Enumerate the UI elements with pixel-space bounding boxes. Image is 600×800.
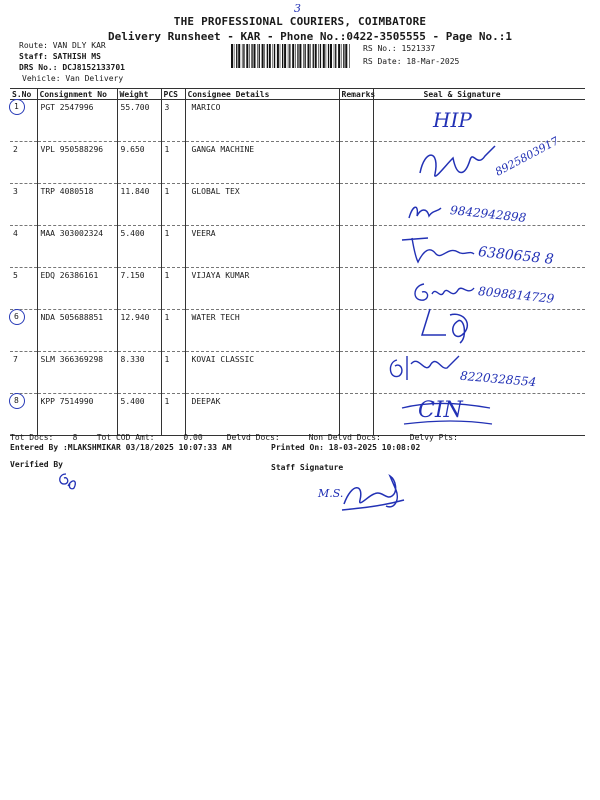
consignment-value: SLM 366369298 xyxy=(40,355,104,364)
remarks-cell xyxy=(339,100,373,142)
consignment-value: MAA 303002324 xyxy=(40,229,104,238)
consignee-cell xyxy=(185,142,339,184)
col-pcs: PCS xyxy=(161,89,185,100)
weight-cell xyxy=(117,142,161,184)
consignment-cell xyxy=(37,310,117,352)
weight-cell xyxy=(117,352,161,394)
weight-value: 55.700 xyxy=(120,103,150,112)
consignee-value: GANGA MACHINE xyxy=(191,145,255,154)
sno-value: 4 xyxy=(13,229,18,238)
entered-by: Entered By :MLAKSHMIKAR 03/18/2025 10:07:33 AM xyxy=(10,443,232,452)
circle-mark xyxy=(9,99,25,115)
sno-value: 1 xyxy=(14,102,19,111)
consignment-value: TRP 4080518 xyxy=(40,187,94,196)
remarks-cell xyxy=(339,394,373,436)
consignee-cell xyxy=(185,310,339,352)
weight-value: 5.400 xyxy=(120,229,145,238)
rs-number: RS No.: 1521337 xyxy=(363,44,436,53)
consignment-value: PGT 2547996 xyxy=(40,103,94,112)
drs-label: DRS No.: DCJ8152133701 xyxy=(19,63,125,72)
weight-value: 5.400 xyxy=(120,397,145,406)
remarks-cell xyxy=(339,142,373,184)
sno-value: 3 xyxy=(13,187,18,196)
sno-cell xyxy=(10,226,37,268)
table-row xyxy=(10,100,585,142)
col-sno: S.No xyxy=(10,89,37,100)
consignee-value: GLOBAL TEX xyxy=(191,187,240,196)
consignment-value: NDA 505688851 xyxy=(40,313,104,322)
consignment-cell xyxy=(37,268,117,310)
sno-value: 8 xyxy=(14,396,19,405)
consignment-value: KPP 7514990 xyxy=(40,397,94,406)
pcs-cell xyxy=(161,184,185,226)
pcs-cell xyxy=(161,142,185,184)
route-label: Route: VAN DLY KAR xyxy=(19,41,106,50)
verified-by-signature xyxy=(54,470,80,492)
col-remarks: Remarks xyxy=(339,89,373,100)
phone-row2: 8925803917 xyxy=(493,134,561,179)
vehicle-label: Vehicle: Van Delivery xyxy=(22,74,124,83)
consignment-cell xyxy=(37,142,117,184)
pcs-value: 1 xyxy=(164,229,170,238)
weight-value: 8.330 xyxy=(120,355,145,364)
pcs-value: 1 xyxy=(164,145,170,154)
table-row xyxy=(10,394,585,436)
barcode-image xyxy=(231,44,351,68)
signature-row7-scribble xyxy=(385,350,465,384)
consignment-value: EDQ 26386161 xyxy=(40,271,99,280)
phone-row7: 8220328554 xyxy=(459,368,537,390)
printed-on: Printed On: 18-03-2025 10:08:02 xyxy=(271,443,421,452)
table-row xyxy=(10,310,585,352)
consignee-cell xyxy=(185,394,339,436)
consignment-cell xyxy=(37,394,117,436)
pcs-value: 1 xyxy=(164,313,170,322)
page-mark: 3 xyxy=(294,2,301,15)
col-consignment: Consignment No xyxy=(37,89,117,100)
pcs-cell xyxy=(161,394,185,436)
consignee-cell xyxy=(185,226,339,268)
company-title: THE PROFESSIONAL COURIERS, COIMBATORE xyxy=(173,15,427,28)
runsheet-subtitle: Delivery Runsheet - KAR - Phone No.:0422-3505555 - Page No.:1 xyxy=(108,30,512,43)
remarks-cell xyxy=(339,226,373,268)
remarks-cell xyxy=(339,184,373,226)
consignment-cell xyxy=(37,352,117,394)
signature-row3-scribble xyxy=(405,200,445,222)
remarks-cell xyxy=(339,352,373,394)
remarks-cell xyxy=(339,310,373,352)
pcs-cell xyxy=(161,310,185,352)
staff-initials: M.S. xyxy=(318,487,344,500)
col-weight: Weight xyxy=(117,89,161,100)
verified-by-label: Verified By xyxy=(10,460,63,469)
weight-cell xyxy=(117,268,161,310)
sno-value: 5 xyxy=(13,271,18,280)
weight-value: 9.650 xyxy=(120,145,145,154)
signature-row8-underline xyxy=(396,398,496,428)
sno-value: 6 xyxy=(14,312,19,321)
weight-cell xyxy=(117,226,161,268)
sno-cell xyxy=(10,352,37,394)
pcs-cell xyxy=(161,352,185,394)
consignee-value: VIJAYA KUMAR xyxy=(191,271,250,280)
consignee-cell xyxy=(185,268,339,310)
weight-value: 12.940 xyxy=(120,313,150,322)
signature-row8: CIN xyxy=(418,398,463,423)
weight-cell xyxy=(117,100,161,142)
pcs-value: 3 xyxy=(164,103,170,112)
signature-row5-scribble xyxy=(408,278,478,306)
sno-cell xyxy=(10,268,37,310)
signature-row4-scribble xyxy=(398,232,478,266)
sno-cell xyxy=(10,184,37,226)
consignment-cell xyxy=(37,100,117,142)
consignee-cell xyxy=(185,184,339,226)
weight-cell xyxy=(117,394,161,436)
consignee-value: MARICO xyxy=(191,103,221,112)
circle-mark xyxy=(9,393,25,409)
consignee-cell xyxy=(185,100,339,142)
sno-cell xyxy=(10,142,37,184)
sno-value: 7 xyxy=(13,355,18,364)
consignment-cell xyxy=(37,184,117,226)
consignee-cell xyxy=(185,352,339,394)
circle-mark xyxy=(9,309,25,325)
weight-value: 7.150 xyxy=(120,271,145,280)
phone-row3: 9842942898 xyxy=(449,203,527,225)
staff-signature xyxy=(338,470,408,514)
staff-signature-label: Staff Signature xyxy=(271,463,344,472)
consignee-value: VEERA xyxy=(191,229,216,238)
consignee-value: KOVAI CLASSIC xyxy=(191,355,255,364)
signature-row6-scribble xyxy=(416,305,482,345)
pcs-value: 1 xyxy=(164,271,170,280)
phone-row5: 8098814729 xyxy=(477,284,555,306)
pcs-value: 1 xyxy=(164,187,170,196)
weight-cell xyxy=(117,184,161,226)
staff-label: Staff: SATHISH MS xyxy=(19,52,101,61)
col-consignee: Consignee Details xyxy=(185,89,339,100)
table-header-row xyxy=(10,89,585,100)
totals-line: Tot Docs: 8 Tot COD Amt: 0.00 Delvd Docs: Non Delvd Docs: Delvy Pts: xyxy=(10,433,458,442)
weight-cell xyxy=(117,310,161,352)
consignee-value: DEEPAK xyxy=(191,397,221,406)
consignment-value: VPL 950588296 xyxy=(40,145,104,154)
sno-value: 2 xyxy=(13,145,18,154)
col-seal-signature: Seal & Signature xyxy=(373,89,585,100)
consignee-value: WATER TECH xyxy=(191,313,240,322)
sno-cell xyxy=(10,100,37,142)
pcs-value: 1 xyxy=(164,355,170,364)
sno-cell xyxy=(10,394,37,436)
pcs-cell xyxy=(161,268,185,310)
pcs-value: 1 xyxy=(164,397,170,406)
sno-cell xyxy=(10,310,37,352)
consignment-cell xyxy=(37,226,117,268)
weight-value: 11.840 xyxy=(120,187,150,196)
phone-row4: 6380658 8 xyxy=(477,244,555,268)
rs-date: RS Date: 18-Mar-2025 xyxy=(363,57,460,66)
remarks-cell xyxy=(339,268,373,310)
signature-row1: HIP xyxy=(433,108,472,132)
pcs-cell xyxy=(161,226,185,268)
pcs-cell xyxy=(161,100,185,142)
